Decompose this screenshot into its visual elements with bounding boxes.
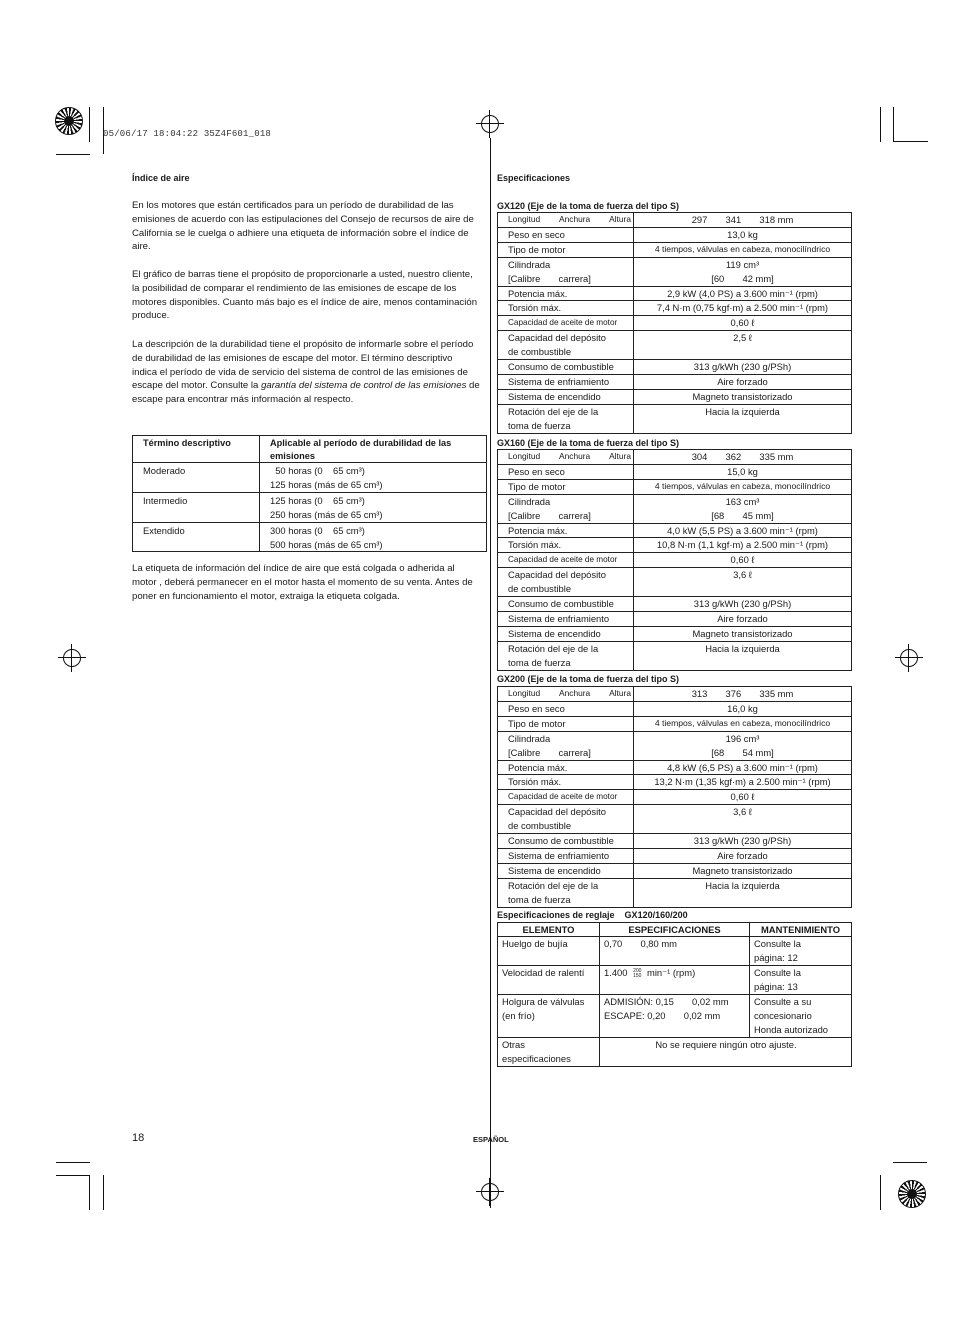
cell-line: Hacia la izquierda — [705, 642, 780, 654]
cell-line: ADMISIÓN: 0,15 0,02 mm — [604, 996, 729, 1008]
table-row — [498, 568, 852, 597]
cell-line: de combustible — [508, 820, 572, 832]
table-row — [498, 611, 852, 626]
table-row — [498, 227, 852, 242]
idle-speed-value: 1.400 — [604, 967, 628, 979]
cell-line: Hacia la izquierda — [705, 405, 780, 417]
spec-value: Magneto transistorizado — [634, 863, 852, 878]
idle-speed-unit: min⁻¹ (rpm) — [647, 967, 696, 979]
table-cell: 0,70 0,80 mm — [600, 937, 750, 966]
table-row — [498, 301, 852, 316]
spec-value: 313 g/kWh (230 g/PSh) — [634, 360, 852, 375]
spec-label — [498, 257, 634, 286]
spec-label: Consumo de combustible — [498, 360, 634, 375]
cell-line: [Calibre carrera] — [508, 509, 591, 521]
dims-labels — [508, 450, 631, 464]
table-row — [498, 242, 852, 257]
table-row — [498, 834, 852, 849]
spec-value: 4,8 kW (6,5 PS) a 3.600 min⁻¹ (rpm) — [634, 760, 852, 775]
tolerance-minus: 150 — [633, 972, 642, 979]
cell-line: 125 horas (0 65 cm³) — [270, 494, 365, 506]
table-row — [498, 1037, 852, 1066]
cell-line: Capacidad del depósito — [508, 332, 606, 344]
spec-label: Sistema de encendido — [498, 626, 634, 641]
cell-line: Consulte a su — [754, 996, 812, 1008]
table-row — [498, 937, 852, 966]
table-row — [498, 790, 852, 805]
spec-label: Sistema de enfriamiento — [498, 848, 634, 863]
dims-label-cell — [498, 213, 634, 228]
table-row — [498, 687, 852, 702]
table-row — [498, 731, 852, 760]
tolerance — [633, 969, 641, 979]
cell-line: 3,6 ℓ — [733, 569, 752, 581]
cell-line: [Calibre carrera] — [508, 272, 591, 284]
table-row — [498, 523, 852, 538]
spec-table — [497, 686, 852, 908]
dims-label: Altura — [609, 688, 631, 698]
cell-line: página: 12 — [754, 952, 798, 964]
spec-value: Aire forzado — [634, 374, 852, 389]
table-row — [498, 374, 852, 389]
spec-value — [634, 331, 852, 360]
cell-line: [60 42 mm] — [711, 272, 774, 284]
table-row — [498, 966, 852, 995]
paragraph: El gráfico de barras tiene el propósito de proporcionarle a usted, nuestro cliente, la posibilidad de comparar el rendimiento de las emisiones de escape de los motores disponibles. Cuanto más bajo es el índice de aire, menos contaminación produce. — [132, 269, 478, 322]
cell-line: [Calibre carrera] — [508, 746, 591, 758]
cell-line: Hacia la izquierda — [705, 879, 780, 891]
crosshair-top — [476, 110, 504, 138]
spec-value: 2,9 kW (4,0 PS) a 3.600 min⁻¹ (rpm) — [634, 286, 852, 301]
spec-value — [634, 257, 852, 286]
spec-label: Potencia máx. — [498, 523, 634, 538]
table-row — [498, 360, 852, 375]
dims-value: 304 362 335 mm — [634, 450, 852, 465]
spec-table — [497, 449, 852, 671]
spec-label: Tipo de motor — [498, 479, 634, 494]
spec-label — [498, 494, 634, 523]
cell-line: 2,5 ℓ — [733, 332, 752, 344]
cell-line: toma de fuerza — [508, 656, 571, 668]
table-row — [498, 701, 852, 716]
spec-value: 4 tiempos, válvulas en cabeza, monocilíndrico — [634, 242, 852, 257]
paragraph-italic: garantía del sistema de control de las emisiones — [261, 380, 467, 392]
spec-value: 7,4 N·m (0,75 kgf·m) a 2.500 min⁻¹ (rpm) — [634, 301, 852, 316]
spec-label — [498, 568, 634, 597]
paragraph-text: de escape para encontrar más información al respecto. — [132, 380, 480, 406]
crop-mark — [103, 1175, 104, 1210]
table-row — [498, 213, 852, 228]
dims-label: Longitud — [508, 451, 541, 461]
table-header: Término descriptivo — [133, 436, 260, 463]
crop-mark — [880, 1175, 881, 1210]
dims-label: Altura — [609, 451, 631, 461]
cell-line: Consulte la — [754, 967, 801, 979]
cell-line: (en frío) — [502, 1009, 535, 1021]
table-row — [133, 463, 487, 493]
dims-value: 313 376 335 mm — [634, 687, 852, 702]
table-row — [498, 450, 852, 465]
table-row — [498, 331, 852, 360]
crop-mark — [893, 141, 928, 142]
table-cell — [600, 966, 750, 995]
paragraph: La etiqueta de información del índice de aire que está colgada o adherida al motor , deberá permanecer en el motor hasta el momento de su venta. Antes de poner en funcionamiento el motor, extraiga la etiqueta colgada. — [132, 563, 473, 602]
spec-value — [634, 641, 852, 670]
spec-value: 13,0 kg — [634, 227, 852, 242]
cell-line: Capacidad del depósito — [508, 569, 606, 581]
spec-label: Torsión máx. — [498, 538, 634, 553]
cell-line: Capacidad del depósito — [508, 806, 606, 818]
tolerance-plus: 200 — [633, 967, 642, 974]
dims-label: Anchura — [559, 451, 591, 461]
table-row — [498, 848, 852, 863]
cell-line: 125 horas (más de 65 cm³) — [270, 478, 383, 490]
cell-line: Cilindrada — [508, 258, 551, 270]
table-row — [133, 492, 487, 522]
table-row — [498, 716, 852, 731]
cell-line: toma de fuerza — [508, 893, 571, 905]
crop-mark — [880, 107, 881, 142]
table-row — [498, 775, 852, 790]
spec-label: Torsión máx. — [498, 301, 634, 316]
cell-line: [68 54 mm] — [711, 746, 774, 758]
dims-label: Anchura — [559, 688, 591, 698]
table-row — [498, 494, 852, 523]
table-cell — [260, 522, 487, 552]
crop-mark — [89, 107, 90, 142]
dims-label: Anchura — [559, 214, 591, 224]
table-row — [498, 538, 852, 553]
spec-label: Consumo de combustible — [498, 834, 634, 849]
crop-mark — [56, 1162, 90, 1163]
table-row — [498, 553, 852, 568]
table-cell: Intermedio — [133, 492, 260, 522]
cell-line: 3,6 ℓ — [733, 806, 752, 818]
table-header: ELEMENTO — [498, 923, 600, 937]
cell-line: concesionario — [754, 1009, 812, 1021]
cell-line: 50 horas (0 65 cm³) — [270, 465, 365, 476]
table-cell — [600, 995, 750, 1038]
spec-label: Peso en seco — [498, 227, 634, 242]
table-row — [498, 597, 852, 612]
spec-label — [498, 731, 634, 760]
spec-value — [634, 568, 852, 597]
spec-value: Magneto transistorizado — [634, 626, 852, 641]
spec-label — [498, 331, 634, 360]
crop-mark — [893, 107, 894, 142]
model-title: GX120 (Eje de la toma de fuerza del tipo S) — [497, 201, 680, 211]
dims-label: Altura — [609, 214, 631, 224]
table-row — [498, 389, 852, 404]
cell-line: página: 13 — [754, 981, 798, 993]
dims-label-cell — [498, 450, 634, 465]
table-row — [498, 257, 852, 286]
dims-labels — [508, 213, 631, 227]
table-cell: Extendido — [133, 522, 260, 552]
spec-label: Capacidad de aceite de motor — [498, 790, 634, 805]
spec-label — [498, 641, 634, 670]
cell-line: Rotación del eje de la — [508, 879, 599, 891]
table-row — [498, 995, 852, 1038]
spec-table — [497, 212, 852, 434]
table-cell — [750, 937, 852, 966]
spec-label — [498, 404, 634, 433]
cell-line: de combustible — [508, 346, 572, 358]
page-number: 18 — [132, 1132, 145, 1144]
spec-value: 313 g/kWh (230 g/PSh) — [634, 834, 852, 849]
cell-line: Rotación del eje de la — [508, 405, 599, 417]
spec-label: Capacidad de aceite de motor — [498, 553, 634, 568]
spec-value: 15,0 kg — [634, 464, 852, 479]
table-row — [498, 479, 852, 494]
spec-value — [634, 805, 852, 834]
spec-value — [634, 878, 852, 907]
table-row — [498, 404, 852, 433]
spec-value — [634, 404, 852, 433]
tuning-table — [497, 922, 852, 1067]
table-header: ESPECIFICACIONES — [600, 923, 750, 937]
language-label: ESPAÑOL — [473, 1135, 509, 1144]
table-cell — [260, 492, 487, 522]
paragraph — [132, 338, 480, 407]
crosshair-left — [58, 644, 86, 672]
table-cell — [750, 966, 852, 995]
spec-label: Sistema de enfriamiento — [498, 611, 634, 626]
spec-value: 13,2 N·m (1,35 kgf·m) a 2.500 min⁻¹ (rpm) — [634, 775, 852, 790]
spec-label: Capacidad de aceite de motor — [498, 316, 634, 331]
spec-label — [498, 878, 634, 907]
crop-mark — [89, 1175, 90, 1210]
spec-value: 0,60 ℓ — [634, 316, 852, 331]
spec-label: Sistema de encendido — [498, 863, 634, 878]
spec-value: 313 g/kWh (230 g/PSh) — [634, 597, 852, 612]
model-title: GX160 (Eje de la toma de fuerza del tipo S) — [497, 438, 680, 448]
paragraph: En los motores que están certificados para un período de durabilidad de las emisiones de acuerdo con las estipulaciones del Consejo de recursos de aire de California se le cuelga o adhiere una etiqueta de información sobre el índice de aire. — [132, 200, 474, 253]
cell-line: toma de fuerza — [508, 419, 571, 431]
cell-line: 300 horas (0 65 cm³) — [270, 524, 365, 536]
cell-line: de combustible — [508, 583, 572, 595]
spec-label: Sistema de enfriamiento — [498, 374, 634, 389]
table-row — [498, 626, 852, 641]
spec-label: Peso en seco — [498, 464, 634, 479]
cell-line: 250 horas (más de 65 cm³) — [270, 508, 383, 520]
spec-label: Peso en seco — [498, 701, 634, 716]
cell-line: [68 45 mm] — [711, 509, 774, 521]
spec-label — [498, 805, 634, 834]
table-cell: Huelgo de bujía — [498, 937, 600, 966]
spec-label: Potencia máx. — [498, 286, 634, 301]
table-cell: Moderado — [133, 463, 260, 493]
registration-mark-top-left — [55, 107, 83, 135]
table-cell — [260, 463, 487, 493]
spec-value: 0,60 ℓ — [634, 790, 852, 805]
spec-value: Aire forzado — [634, 611, 852, 626]
spec-value: 10,8 N·m (1,1 kgf·m) a 2.500 min⁻¹ (rpm) — [634, 538, 852, 553]
spec-value: 16,0 kg — [634, 701, 852, 716]
registration-mark-bottom-right — [898, 1180, 926, 1208]
table-cell — [750, 995, 852, 1038]
section-heading: Especificaciones — [497, 173, 571, 183]
spec-label: Consumo de combustible — [498, 597, 634, 612]
crop-mark — [56, 1175, 90, 1176]
table-row — [498, 464, 852, 479]
cell-line: Cilindrada — [508, 495, 551, 507]
table-cell: No se requiere ningún otro ajuste. — [600, 1037, 852, 1066]
table-row — [498, 805, 852, 834]
spec-label: Torsión máx. — [498, 775, 634, 790]
cell-line: 119 cm³ — [725, 258, 760, 270]
dims-labels — [508, 687, 631, 701]
spec-label: Potencia máx. — [498, 760, 634, 775]
table-row — [498, 760, 852, 775]
cell-line: Honda autorizado — [754, 1023, 829, 1035]
spec-value: 4 tiempos, válvulas en cabeza, monocilíndrico — [634, 479, 852, 494]
dims-label: Longitud — [508, 214, 541, 224]
cell-line: Otras — [502, 1038, 525, 1050]
table-row — [498, 286, 852, 301]
table-cell — [498, 1037, 600, 1066]
crop-mark — [893, 1162, 927, 1163]
cell-line: Holgura de válvulas — [502, 996, 585, 1008]
table-header: Aplicable al período de durabilidad de las emisiones — [260, 436, 487, 463]
cell-line: Cilindrada — [508, 732, 551, 744]
cell-line: Rotación del eje de la — [508, 642, 599, 654]
table-row — [133, 522, 487, 552]
section-heading: Índice de aire — [132, 173, 190, 183]
dims-value: 297 341 318 mm — [634, 213, 852, 228]
spec-value: Aire forzado — [634, 848, 852, 863]
table-cell — [498, 995, 600, 1038]
durability-table — [132, 435, 487, 552]
spec-value: Magneto transistorizado — [634, 389, 852, 404]
cell-line: 500 horas (más de 65 cm³) — [270, 538, 383, 550]
spec-value: 4 tiempos, válvulas en cabeza, monocilíndrico — [634, 716, 852, 731]
spec-value — [634, 494, 852, 523]
table-row — [498, 863, 852, 878]
table-header: MANTENIMIENTO — [750, 923, 852, 937]
paragraph-text: La descripción de la durabilidad tiene el propósito de informarle sobre el período de durabilidad de las emisiones de escape del motor. El término descriptivo indica el período de vida de servicio del sistema de control de las emisiones de escape del motor. Consulte la — [132, 339, 474, 392]
cell-line: 196 cm³ — [725, 732, 760, 744]
spec-label: Tipo de motor — [498, 242, 634, 257]
dims-label: Longitud — [508, 688, 541, 698]
crosshair-right — [895, 644, 923, 672]
model-title: GX200 (Eje de la toma de fuerza del tipo S) — [497, 674, 680, 684]
dims-label-cell — [498, 687, 634, 702]
spec-value — [634, 731, 852, 760]
table-row — [498, 878, 852, 907]
table-row — [498, 316, 852, 331]
table-cell: Velocidad de ralentí — [498, 966, 600, 995]
cell-line: 163 cm³ — [725, 495, 760, 507]
spec-value: 4,0 kW (5,5 PS) a 3.600 min⁻¹ (rpm) — [634, 523, 852, 538]
column-divider — [490, 138, 491, 1208]
tuning-title: Especificaciones de reglaje GX120/160/200 — [497, 910, 688, 920]
cell-line: especificaciones — [502, 1052, 571, 1064]
spec-value: 0,60 ℓ — [634, 553, 852, 568]
print-stamp: 05/06/17 18:04:22 35Z4F601_018 — [103, 129, 272, 139]
spec-label: Tipo de motor — [498, 716, 634, 731]
cell-line: ESCAPE: 0,20 0,02 mm — [604, 1009, 721, 1021]
table-row — [498, 641, 852, 670]
cell-line: Consulte la — [754, 938, 801, 950]
crop-mark — [56, 154, 90, 155]
spec-label: Sistema de encendido — [498, 389, 634, 404]
